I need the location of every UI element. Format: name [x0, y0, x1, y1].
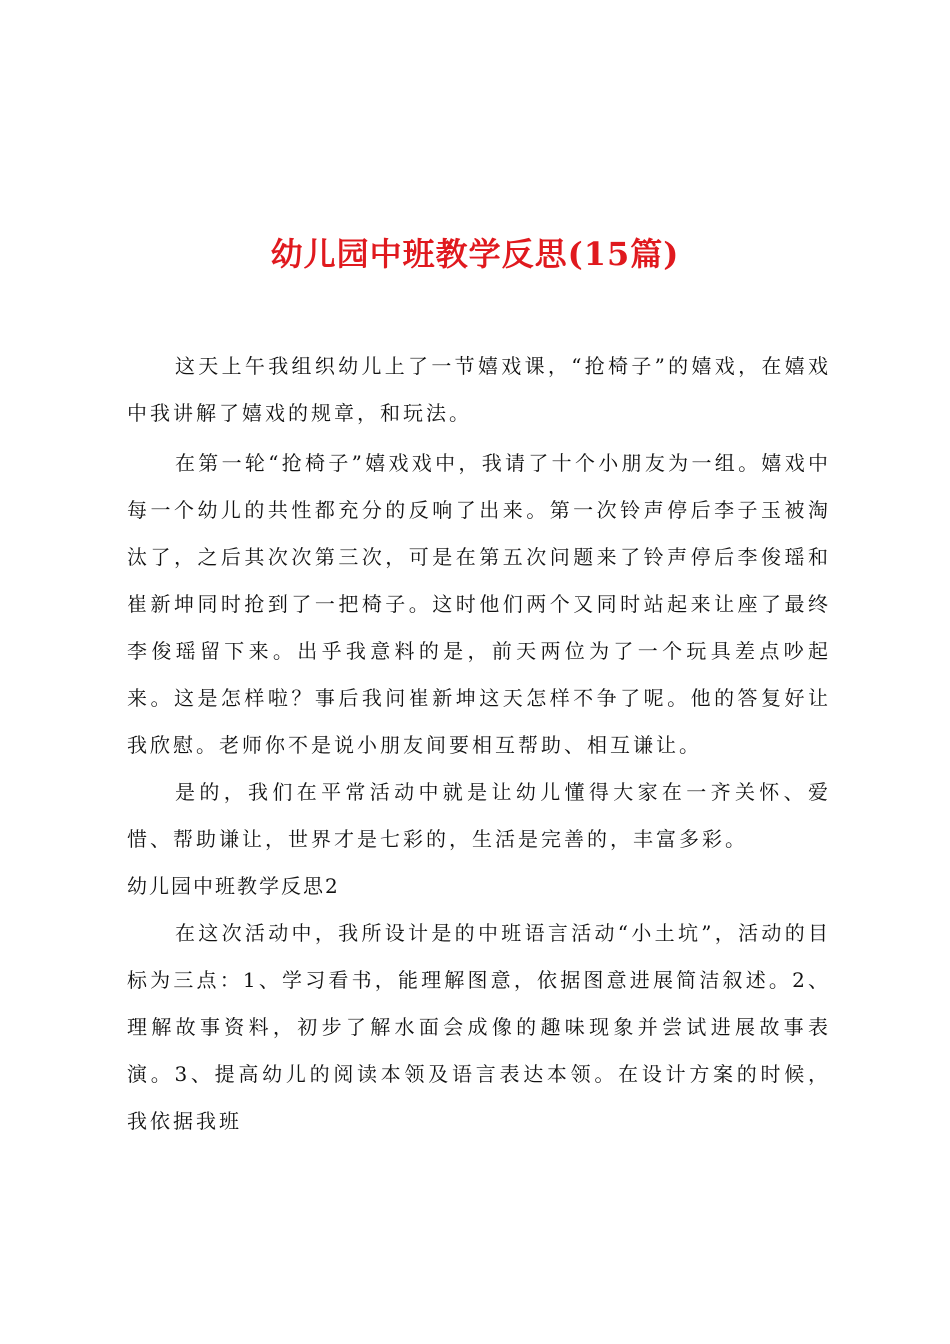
paragraph: 在这次活动中，我所设计是的中班语言活动“小土坑”，活动的目标为三点：1、学习看书，能理解图意，依据图意进展简洁叙述。2、理解故事资料，初步了解水面会成像的趣味现象并尝试进展故事表演。3、提高幼儿的阅读本领及语言表达本领。在设计方案的时候，我依据我班	[127, 921, 831, 1133]
document-title: 幼儿园中班教学反思(15篇)	[270, 235, 680, 274]
paragraph: 在第一轮“抢椅子”嬉戏戏中，我请了十个小朋友为一组。嬉戏中每一个幼儿的共性都充分的反响了出来。第一次铃声停后李子玉被淘汰了，之后其次次第三次，可是在第五次问题来了铃声停后李俊瑶和崔新坤同时抢到了一把椅子。这时他们两个又同时站起来让座了最终李俊瑶留下来。出乎我意料的是，前天两位为了一个玩具差点吵起来。这是怎样啦？事后我问崔新坤这天怎样不争了呢。他的答复好让我欣慰。老师你不是说小朋友间要相互帮助、相互谦让。	[127, 451, 831, 757]
section-heading: 幼儿园中班教学反思2	[127, 874, 340, 898]
paragraph: 这天上午我组织幼儿上了一节嬉戏课，“抢椅子”的嬉戏，在嬉戏中我讲解了嬉戏的规章，和玩法。	[127, 354, 831, 425]
paragraph: 是的，我们在平常活动中就是让幼儿懂得大家在一齐关怀、爱惜、帮助谦让，世界才是七彩的，生活是完善的，丰富多彩。	[127, 780, 831, 851]
document-body	[127, 343, 831, 1145]
